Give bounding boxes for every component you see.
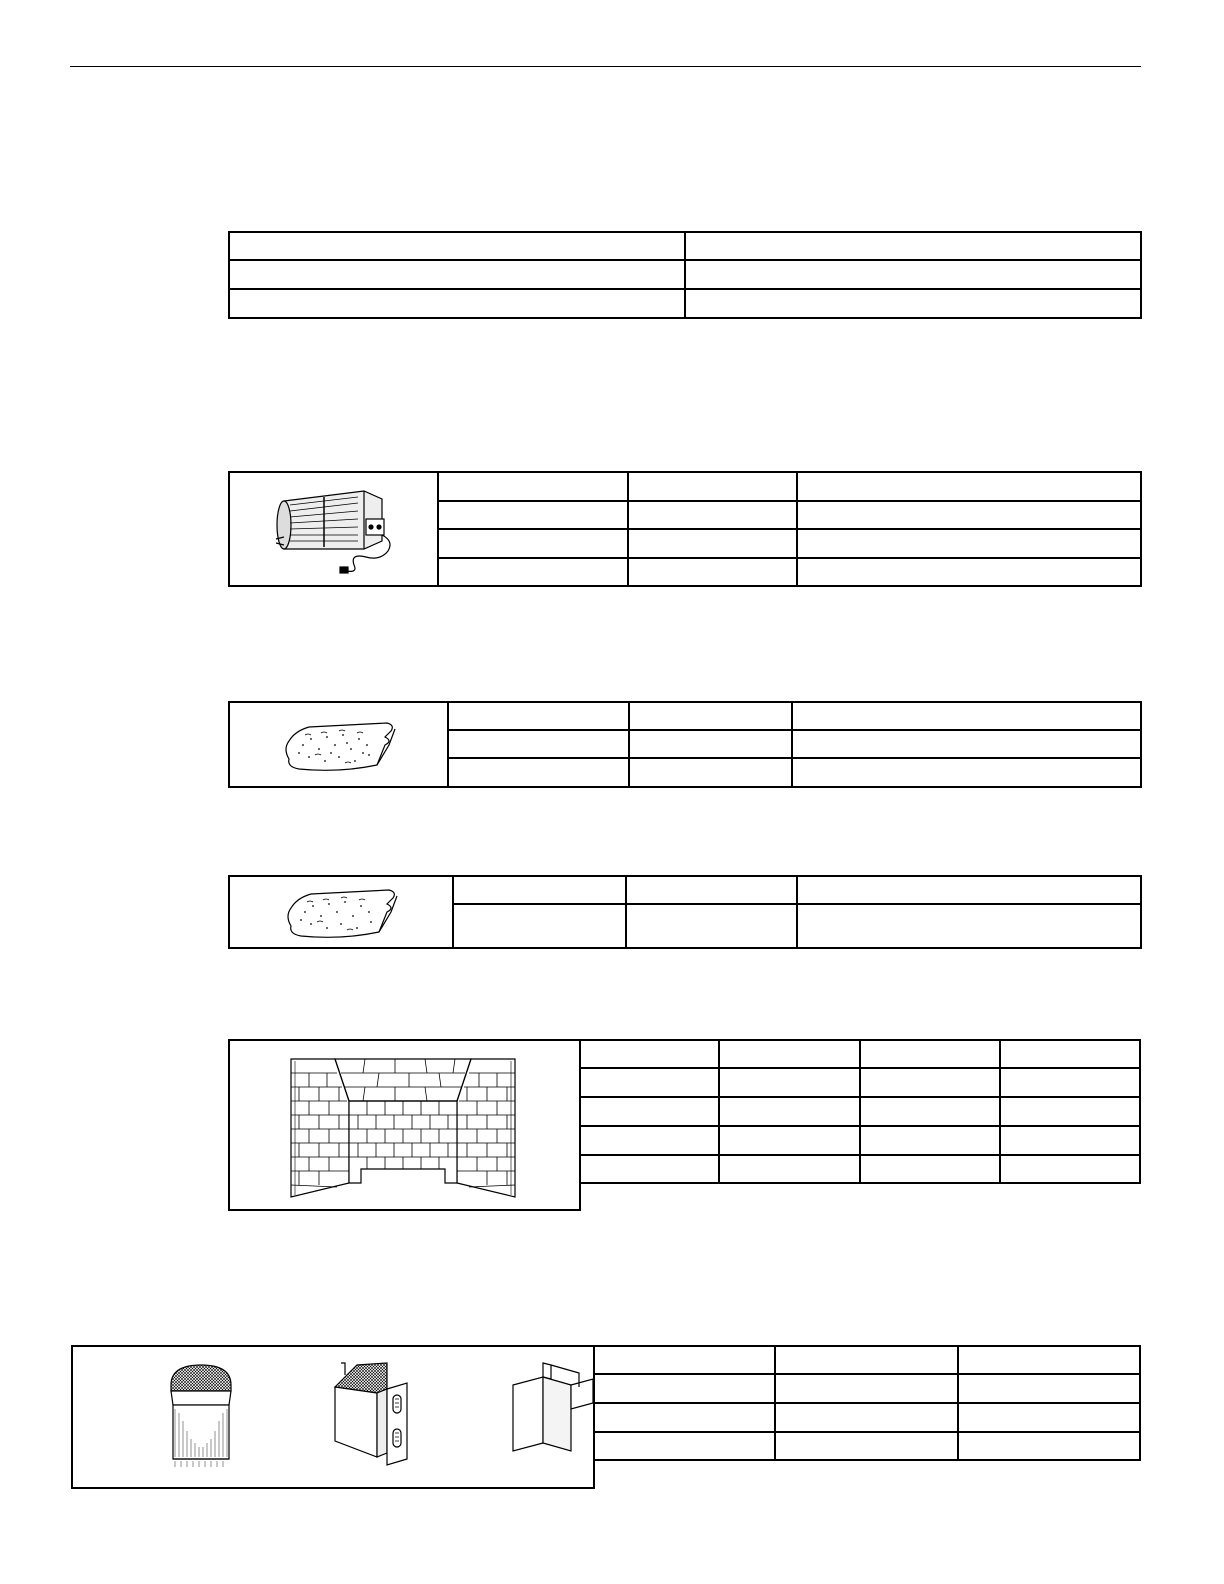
vent-shield-icon — [505, 1359, 595, 1469]
table-cell — [797, 904, 1141, 948]
blower-image-cell — [229, 472, 438, 586]
table-cell — [958, 1374, 1140, 1403]
table-cell — [626, 876, 797, 904]
table-cell — [860, 1068, 1000, 1097]
table-cell — [229, 260, 685, 289]
table-cell — [579, 1126, 719, 1155]
ember-pad-icon — [271, 882, 411, 942]
table-cell — [448, 702, 629, 730]
table-cell — [860, 1097, 1000, 1126]
table-cell — [579, 1155, 719, 1183]
table-cell — [229, 232, 685, 260]
header-rule — [70, 66, 1141, 67]
table-cell — [685, 260, 1141, 289]
table-cell — [1000, 1040, 1140, 1068]
table-cell — [958, 1403, 1140, 1432]
table-cell — [579, 1040, 719, 1068]
table-cell — [685, 232, 1141, 260]
table-cell — [685, 289, 1141, 318]
ember-material-b-table — [228, 875, 1142, 949]
table-cell — [448, 758, 629, 787]
table-cell — [775, 1346, 958, 1374]
table-cell — [719, 1126, 860, 1155]
table-cell — [797, 529, 1141, 558]
spec-table — [228, 231, 1142, 319]
vent-terminations-table — [593, 1345, 1141, 1461]
table-cell — [792, 702, 1141, 730]
brick-liner-panel — [228, 1039, 581, 1211]
table-cell — [1000, 1126, 1140, 1155]
brick-panel-icon — [285, 1053, 525, 1203]
table-cell — [860, 1040, 1000, 1068]
table-cell — [448, 730, 629, 758]
table-cell — [792, 730, 1141, 758]
table-cell — [593, 1374, 775, 1403]
table-cell — [1000, 1155, 1140, 1183]
table-cell — [629, 758, 792, 787]
table-cell — [629, 702, 792, 730]
table-cell — [593, 1403, 775, 1432]
table-cell — [438, 472, 628, 501]
table-cell — [775, 1403, 958, 1432]
brick-liner-table — [579, 1039, 1141, 1184]
table-cell — [719, 1155, 860, 1183]
table-cell — [958, 1432, 1140, 1460]
table-cell — [719, 1097, 860, 1126]
ember-image-cell — [229, 876, 453, 948]
table-cell — [775, 1432, 958, 1460]
blower-kit-table — [228, 471, 1142, 587]
horizontal-vent-terminal-icon — [327, 1359, 417, 1469]
table-cell — [628, 472, 797, 501]
table-cell — [1000, 1097, 1140, 1126]
table-cell — [628, 501, 797, 529]
table-cell — [797, 876, 1141, 904]
table-cell — [579, 1068, 719, 1097]
table-cell — [792, 758, 1141, 787]
table-cell — [593, 1432, 775, 1460]
table-cell — [629, 730, 792, 758]
vent-terminations-panel — [71, 1345, 595, 1489]
table-cell — [958, 1346, 1140, 1374]
blower-fan-icon — [254, 479, 414, 579]
table-cell — [775, 1374, 958, 1403]
table-cell — [797, 558, 1141, 586]
table-cell — [719, 1068, 860, 1097]
table-cell — [593, 1346, 775, 1374]
table-cell — [860, 1155, 1000, 1183]
table-cell — [453, 904, 626, 948]
table-cell — [438, 558, 628, 586]
table-cell — [438, 501, 628, 529]
table-cell — [719, 1040, 860, 1068]
table-cell — [438, 529, 628, 558]
ember-pad-icon — [269, 715, 409, 775]
table-cell — [1000, 1068, 1140, 1097]
table-cell — [229, 289, 685, 318]
table-cell — [860, 1126, 1000, 1155]
table-cell — [453, 876, 626, 904]
ember-image-cell — [229, 702, 448, 787]
table-cell — [797, 472, 1141, 501]
ember-material-a-table — [228, 701, 1142, 788]
table-cell — [628, 529, 797, 558]
table-cell — [797, 501, 1141, 529]
table-cell — [628, 558, 797, 586]
table-cell — [579, 1097, 719, 1126]
round-vent-cap-icon — [161, 1361, 241, 1471]
table-cell — [626, 904, 797, 948]
